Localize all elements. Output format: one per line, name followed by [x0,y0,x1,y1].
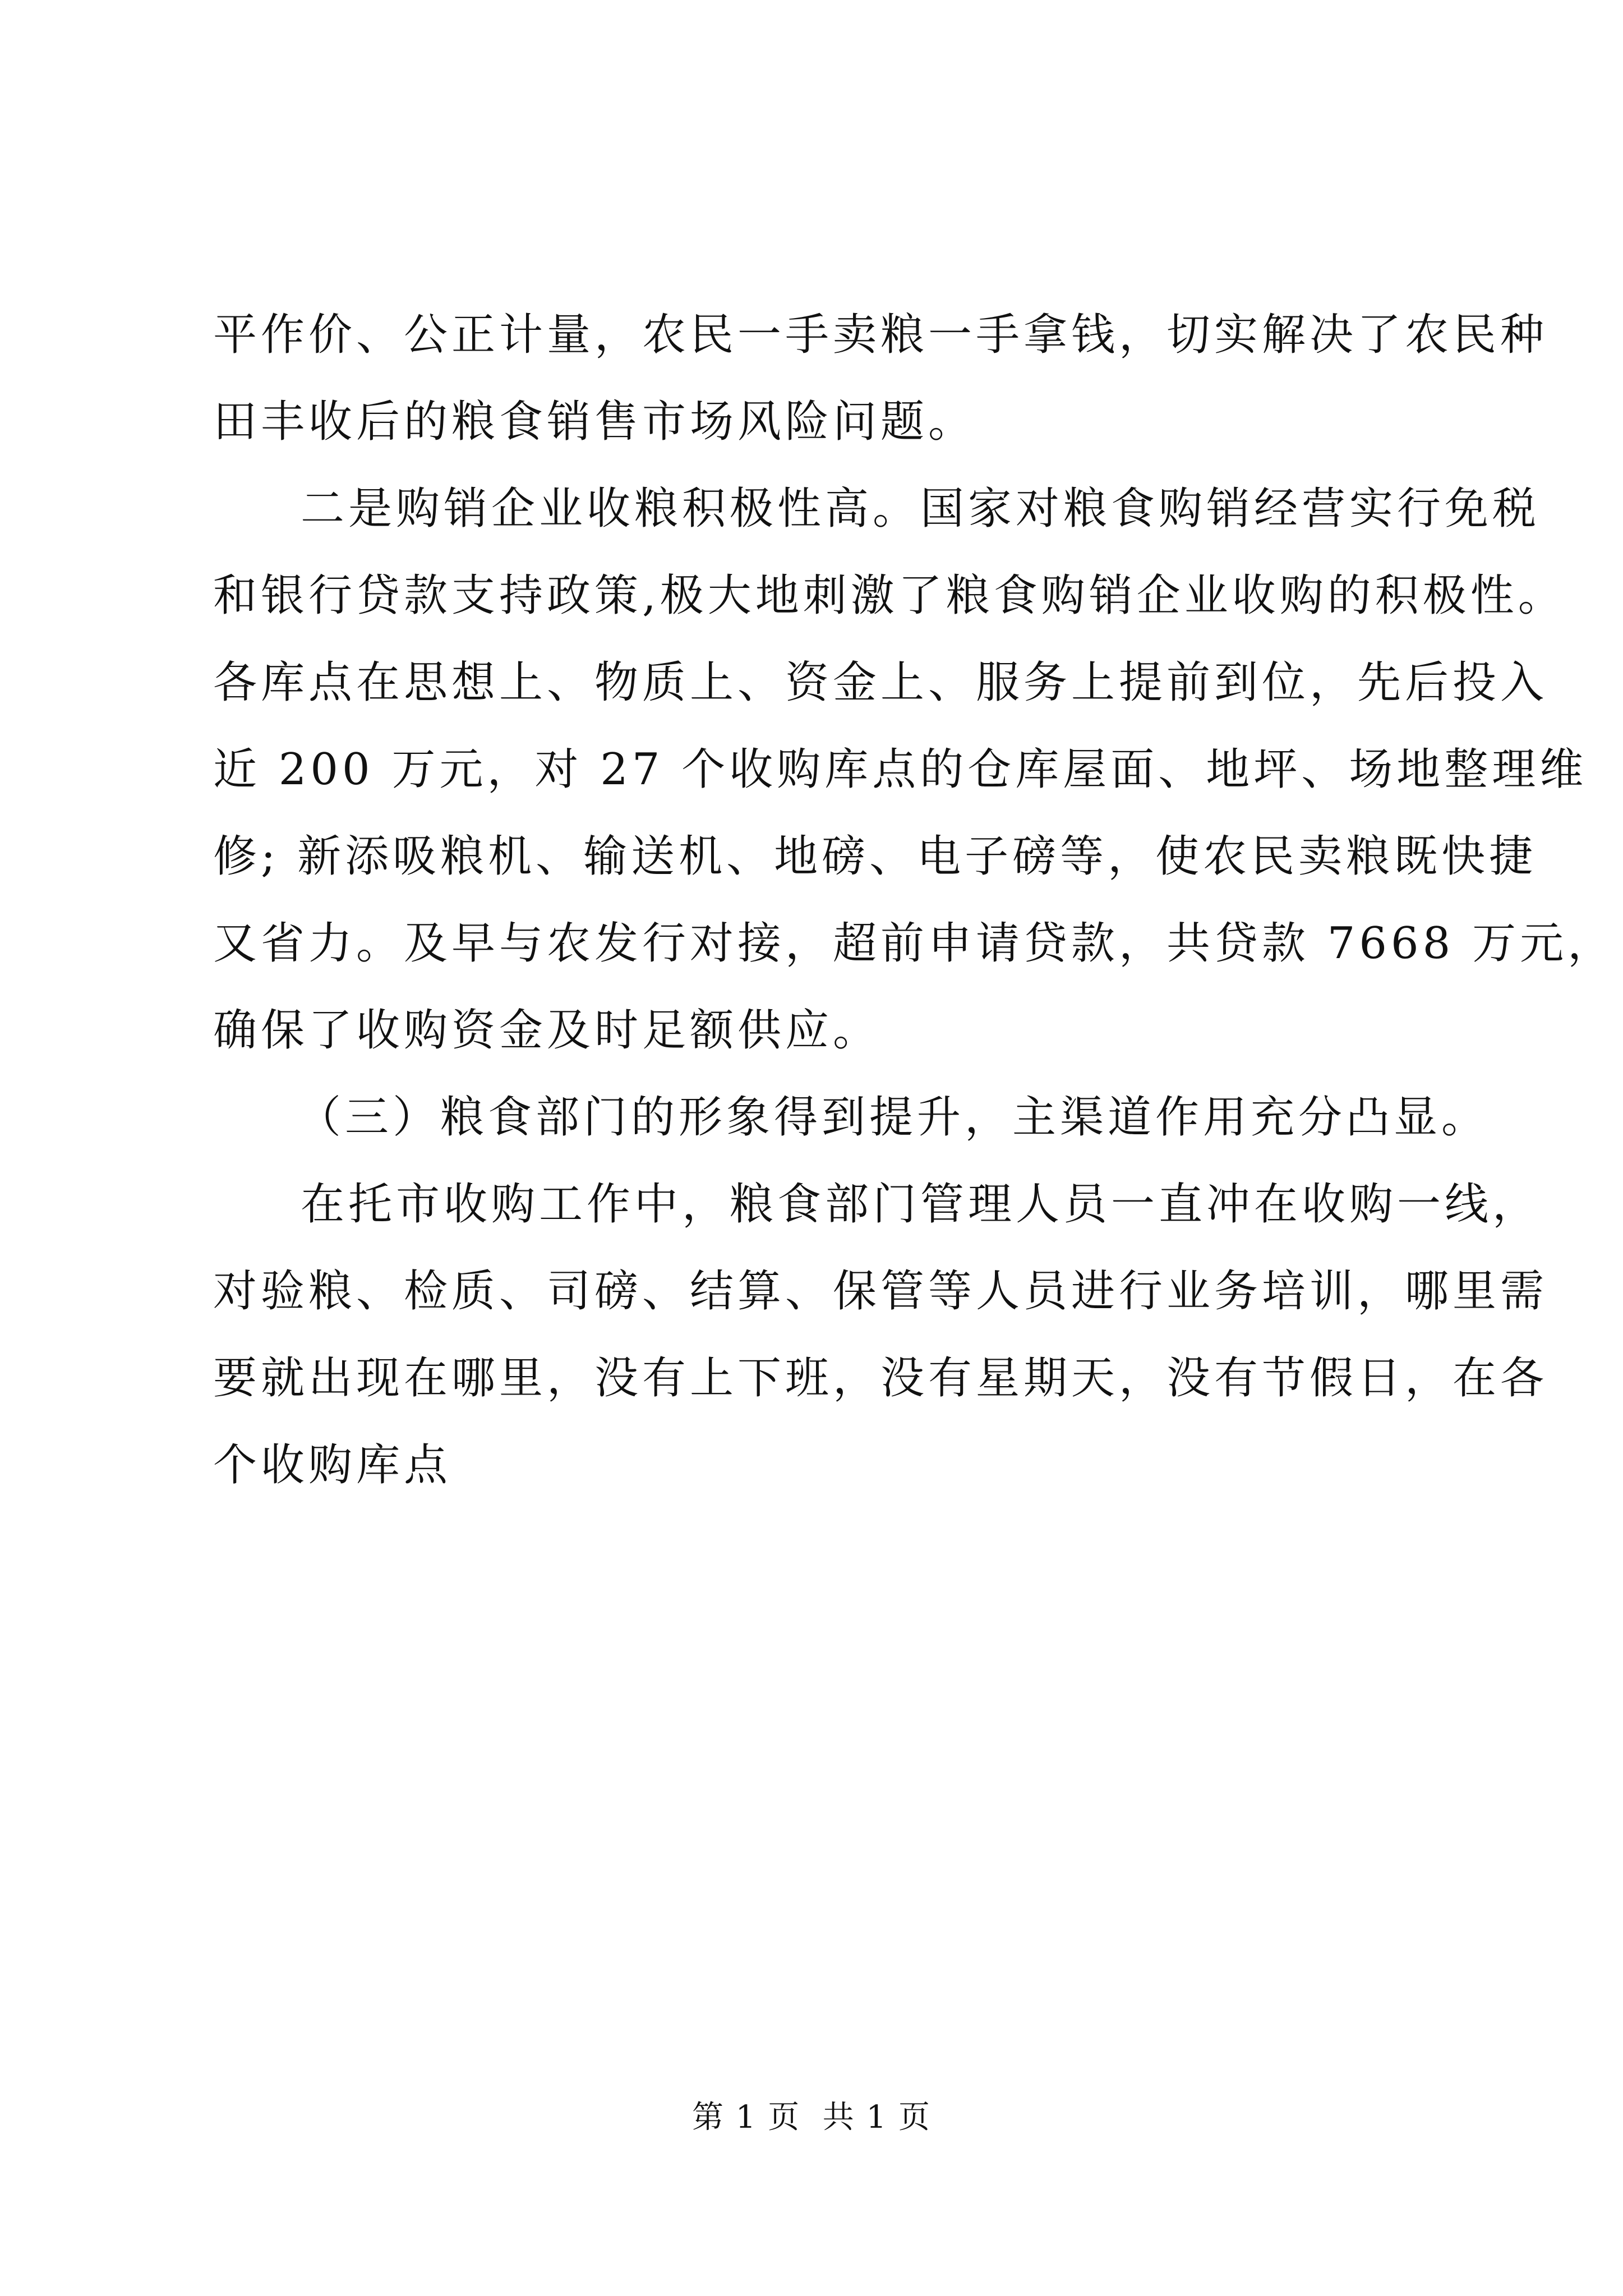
body-line: 各库点在思想上、物质上、资金上、服务上提前到位，先后投入 [213,657,1548,708]
paragraph-start-line: 二是购销企业收粮积极性高。国家对粮食购销经营实行免税 [301,484,1541,534]
body-line: 和银行贷款支持政策,极大地刺激了粮食购销企业收购的积极性。 [213,570,1566,621]
section-heading: （三）粮食部门的形象得到提升，主渠道作用充分凸显。 [297,1092,1490,1143]
document-body [213,292,1616,1509]
body-line: 要就出现在哪里，没有上下班，没有星期天，没有节假日，在各 [213,1353,1548,1404]
page-number-footer: 第 1 页 共 1 页 [691,2099,932,2136]
body-line: 确保了收购资金及时足额供应。 [213,1005,881,1056]
body-line: 平作价、公正计量，农民一手卖粮一手拿钱，切实解决了农民种 [213,310,1548,360]
body-line: 近 200 万元，对 27 个收购库点的仓库屋面、地坪、场地整理维 [213,744,1588,795]
body-line: 对验粮、检质、司磅、结算、保管等人员进行业务培训，哪里需 [213,1266,1548,1317]
body-line: 个收购库点 [213,1440,452,1490]
body-line: 田丰收后的粮食销售市场风险问题。 [213,397,976,447]
body-line: 修; 新添吸粮机、输送机、地磅、电子磅等，使农民卖粮既快捷 [213,831,1537,882]
body-line: 又省力。及早与农发行对接，超前申请贷款，共贷款 7668 万元， [213,918,1616,969]
paragraph-start-line: 在托市收购工作中，粮食部门管理人员一直冲在收购一线， [301,1179,1541,1230]
